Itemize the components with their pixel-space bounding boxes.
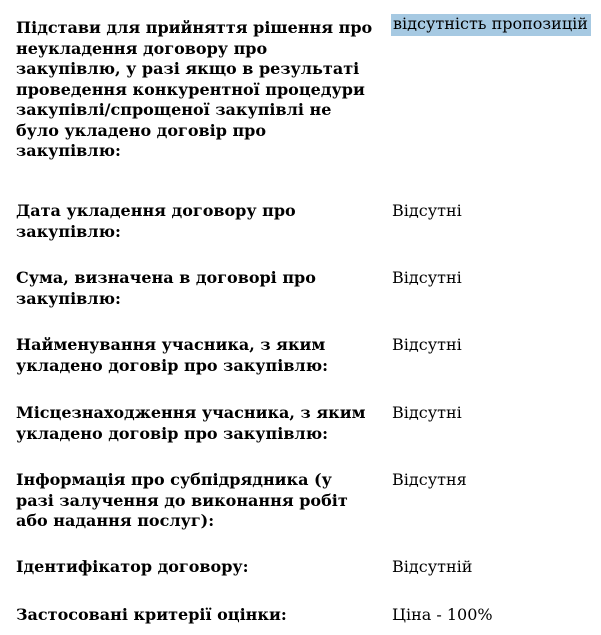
subcontractor-info-value: Відсутня: [392, 470, 467, 489]
contract-id-label: Ідентифікатор договору:: [16, 557, 249, 576]
procurement-report: [16, 14, 591, 635]
row-subcontractor-info: [16, 470, 591, 557]
no-contract-reasons-label: Підстави для прийняття рішення про неукладення договору про закупівлю, у разі якщо в результаті проведення конкурентної процедури закупівлі/спрощеної закупівлі не було укладено договір про закупівлю:: [16, 18, 373, 160]
participant-name-value: Відсутні: [392, 335, 462, 354]
contract-date-value: Відсутні: [392, 201, 462, 220]
row-contract-sum: [16, 268, 591, 335]
subcontractor-info-label: Інформація про субпідрядника (у разі залучення до виконання робіт або надання послуг):: [16, 470, 348, 530]
contract-id-value: Відсутній: [392, 557, 473, 576]
row-participant-name: [16, 335, 591, 403]
contract-sum-value: Відсутні: [392, 268, 462, 287]
row-evaluation-criteria: [16, 605, 591, 635]
participant-location-value: Відсутні: [392, 403, 462, 422]
no-contract-reasons-value-selected[interactable]: відсутність пропозицій: [391, 14, 591, 36]
row-participant-location: [16, 403, 591, 470]
row-no-contract-reasons: [16, 14, 591, 201]
evaluation-criteria-label: Застосовані критерії оцінки:: [16, 605, 287, 624]
participant-name-label: Найменування учасника, з яким укладено договір про закупівлю:: [16, 335, 329, 375]
contract-sum-label: Сума, визначена в договорі про закупівлю:: [16, 268, 316, 308]
evaluation-criteria-value: Ціна - 100%: [392, 605, 493, 624]
row-contract-date: [16, 201, 591, 268]
contract-date-label: Дата укладення договору про закупівлю:: [16, 201, 296, 241]
participant-location-label: Місцезнаходження учасника, з яким укладено договір про закупівлю:: [16, 403, 366, 443]
row-contract-id: [16, 557, 591, 605]
